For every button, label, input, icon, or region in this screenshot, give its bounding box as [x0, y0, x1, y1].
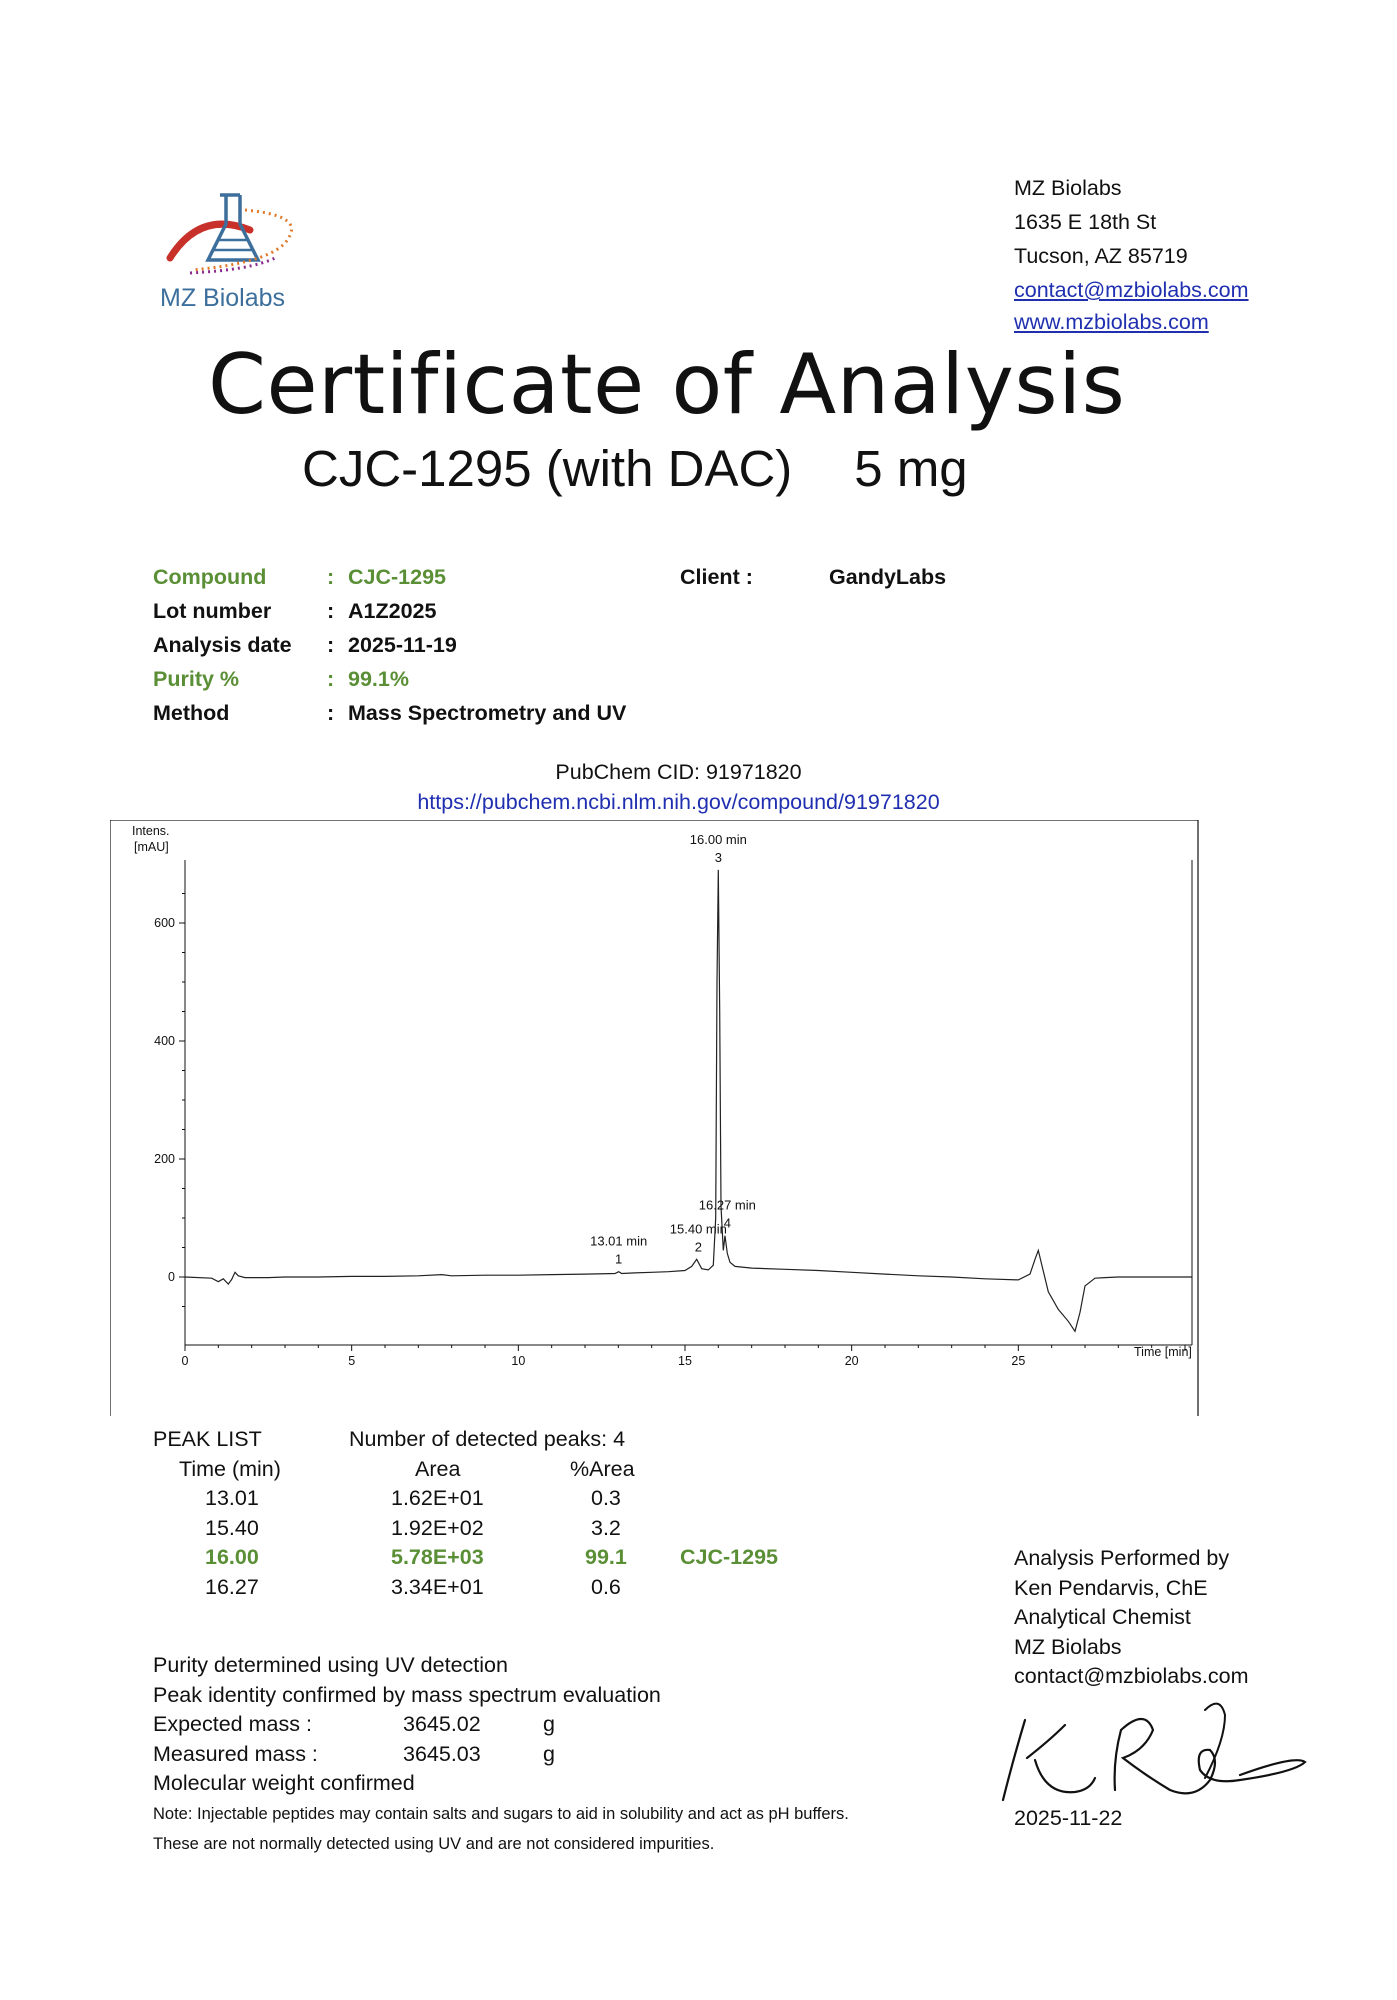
company-city: Tucson, AZ 85719 [1014, 244, 1188, 268]
compound-label: Compound [153, 565, 267, 589]
pubchem-cid: PubChem CID: 91971820 [555, 760, 802, 784]
peak-pct: 0.6 [591, 1575, 621, 1599]
product-size: 5 mg [854, 440, 968, 497]
analyst-name: Ken Pendarvis, ChE [1014, 1575, 1208, 1600]
peak-time: 13.01 [205, 1486, 259, 1510]
peak-list [153, 1427, 853, 1627]
x-tick-label: 25 [1011, 1354, 1026, 1368]
method-label: Method [153, 701, 230, 725]
y-axis-label-line2: [mAU] [134, 840, 169, 854]
peak-time: 15.40 [205, 1516, 259, 1540]
company-name: MZ Biolabs [1014, 176, 1122, 200]
x-tick-label: 5 [348, 1354, 356, 1368]
x-tick-label: 10 [511, 1354, 526, 1368]
peak-time-label: 16.27 min [698, 1197, 756, 1213]
company-logo [160, 190, 320, 320]
purity-label: Purity % [153, 667, 240, 691]
x-tick-label: 0 [181, 1354, 189, 1368]
purity-colon: : [327, 667, 335, 691]
peak-pct: 99.1 [585, 1545, 627, 1569]
y-tick-label: 0 [168, 1270, 175, 1284]
y-tick-label: 600 [154, 916, 175, 930]
signoff-date: 2025-11-22 [1014, 1806, 1123, 1830]
y-tick-label: 200 [154, 1152, 175, 1166]
lot-colon: : [327, 599, 335, 623]
method-colon: : [327, 701, 335, 725]
peak-time-label: 15.40 min [669, 1221, 727, 1237]
y-tick-label: 400 [154, 1034, 175, 1048]
x-tick-label: 20 [844, 1354, 859, 1368]
signoff-line1: Analysis Performed by [1014, 1546, 1230, 1570]
y-axis-label-line1: Intens. [132, 824, 170, 838]
lot-value: A1Z2025 [348, 599, 437, 623]
date-colon: : [327, 633, 335, 657]
pubchem-link[interactable]: https://pubchem.ncbi.nlm.nih.gov/compound/91971820 [417, 790, 940, 814]
company-street: 1635 E 18th St [1014, 210, 1157, 234]
analyst-email: contact@mzbiolabs.com [1014, 1664, 1249, 1688]
measured-mass-value: 3645.03 [403, 1742, 481, 1766]
peak-time-label: 13.01 min [590, 1233, 648, 1249]
compound-colon: : [327, 565, 335, 589]
expected-mass-label: Expected mass : [153, 1712, 312, 1736]
header-time: Time (min) [179, 1457, 281, 1481]
x-tick-label: 15 [678, 1354, 692, 1368]
measured-mass-unit: g [543, 1742, 555, 1766]
peak-number-label: 2 [694, 1239, 702, 1255]
peak-time: 16.00 [205, 1545, 259, 1569]
mw-confirmed-line: Molecular weight confirmed [153, 1771, 415, 1795]
chromatogram-chart [110, 820, 1200, 1420]
lot-label: Lot number [153, 599, 272, 623]
measured-mass-label: Measured mass : [153, 1742, 318, 1766]
client-label: Client : [680, 565, 753, 589]
peak-number-label: 3 [714, 849, 722, 865]
peak-area: 1.92E+02 [391, 1516, 484, 1540]
analyst-org: MZ Biolabs [1014, 1634, 1122, 1659]
signoff-block [1014, 1544, 1249, 1692]
header-area: Area [415, 1457, 461, 1481]
signature [995, 1700, 1315, 1820]
product-name: CJC-1295 (with DAC) [302, 440, 793, 497]
note-line-1: Note: Injectable peptides may contain salts and sugars to aid in solubility and act as pH buffers. [153, 1805, 849, 1823]
peak-count: Number of detected peaks: 4 [349, 1427, 626, 1451]
peak-time-label: 16.00 min [689, 831, 747, 847]
x-axis-label: Time [min] [1134, 1345, 1192, 1359]
chromatogram-trace [185, 870, 1192, 1331]
purity-value: 99.1% [348, 667, 409, 691]
peak-time: 16.27 [205, 1575, 259, 1599]
peak-number-label: 1 [615, 1251, 623, 1267]
chart-frame [110, 820, 1198, 1418]
website-link[interactable]: www.mzbiolabs.com [1014, 310, 1209, 334]
analyst-title: Analytical Chemist [1014, 1605, 1191, 1629]
company-address [1014, 171, 1249, 339]
logo-text: MZ Biolabs [160, 284, 286, 312]
note-line-2: These are not normally detected using UV and are not considered impurities. [153, 1835, 715, 1853]
peak-pct: 3.2 [591, 1516, 621, 1540]
result-identity-line: Peak identity confirmed by mass spectrum evaluation [153, 1683, 661, 1707]
header-pct: %Area [570, 1457, 635, 1481]
meta-block [153, 565, 1053, 735]
client-value: GandyLabs [829, 565, 947, 589]
peak-area: 5.78E+03 [391, 1545, 484, 1569]
product-subtitle [302, 439, 968, 498]
method-value: Mass Spectrometry and UV [348, 701, 627, 725]
results-block [153, 1653, 1053, 1893]
peak-area: 3.34E+01 [391, 1575, 484, 1599]
date-value: 2025-11-19 [348, 633, 457, 657]
page-title: Certificate of Analysis [208, 336, 1126, 433]
email-link[interactable]: contact@mzbiolabs.com [1014, 278, 1249, 302]
chart-plot-area [154, 832, 1192, 1368]
expected-mass-value: 3645.02 [403, 1712, 481, 1736]
peak-pct: 0.3 [591, 1486, 621, 1510]
peak-name: CJC-1295 [680, 1545, 778, 1569]
peak-number-label: 4 [723, 1215, 731, 1231]
flask-logo-icon [160, 190, 320, 290]
compound-value: CJC-1295 [348, 565, 446, 589]
peak-area: 1.62E+01 [391, 1486, 484, 1510]
peak-list-title: PEAK LIST [153, 1427, 262, 1451]
date-label: Analysis date [153, 633, 292, 657]
result-purity-line: Purity determined using UV detection [153, 1653, 508, 1677]
expected-mass-unit: g [543, 1712, 555, 1736]
